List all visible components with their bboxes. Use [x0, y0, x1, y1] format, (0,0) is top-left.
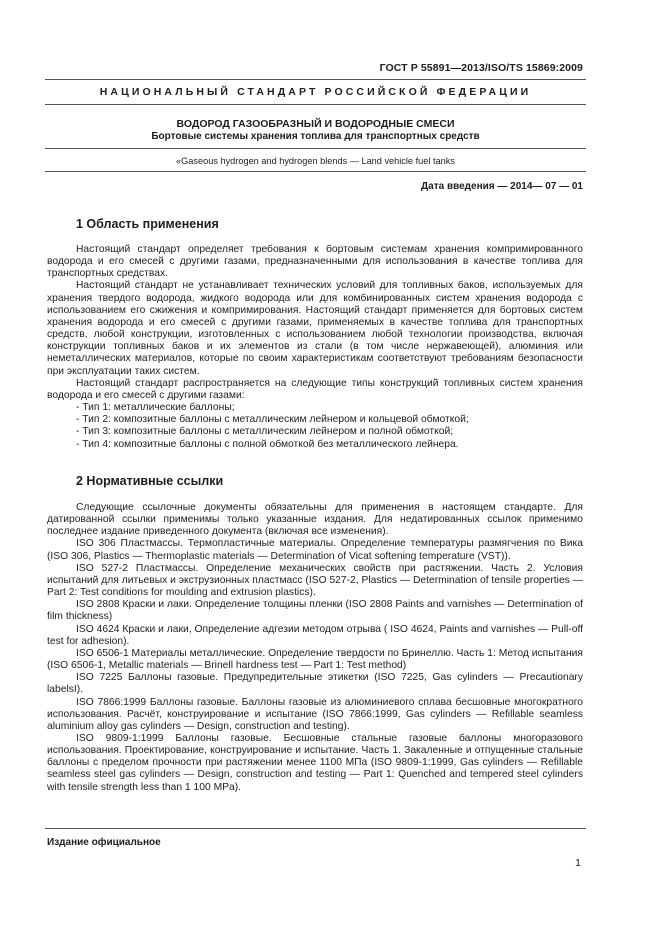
section-scope-body: [47, 244, 583, 451]
reference-item: ISO 2808 Краски и лаки. Определение толщины пленки (ISO 2808 Paints and varnishes — Determination of film thickness): [47, 599, 583, 623]
introduction-date: Дата введения — 2014— 07 — 01: [421, 181, 583, 192]
official-edition-label: Издание официальное: [47, 837, 161, 848]
page-number: 1: [575, 857, 581, 869]
section-references-body: [47, 502, 583, 794]
list-item: - Тип 2: композитные баллоны с металлическим лейнером и кольцевой обмоткой;: [76, 414, 469, 426]
paragraph: Настоящий стандарт не устанавливает технических условий для топливных баков, используемых для хранения твердого водорода, жидкого водорода или для комбинированных систем хранения водорода с использованием его сжижения и компримирования. Настоящий стандарт применяется для бортовых систем хранения водорода и его смесей с другими газами, применяемых в качестве топлива для транспортных средств, любой конструкции, изготовленных с использованием любой технологии производства, включая конструкции топливных баков и их элементов из стали (в том числе нержавеющей), алюминия или неметаллических материалов, которые по своим характеристикам соответствуют требованиям безопасности при эксплуатации таких систем.: [47, 280, 583, 377]
section-heading-normative-references: 2 Нормативные ссылки: [76, 474, 224, 488]
standard-code: ГОСТ Р 55891—2013/ISO/TS 15869:2009: [379, 62, 583, 74]
reference-item: ISO 306 Пластмассы. Термопластичные материалы. Определение температуры размягчения по Вика (ISO 306, Plastics — Thermoplastic materials — Determination of Vicat softening temperature (VST)).: [47, 538, 583, 562]
reference-item: ISO 527-2 Пластмассы. Определение механических свойств при растяжении. Часть 2. Условия испытаний для литьевых и экструзионных пластмасс (ISO 527-2, Plastics — Determination of tensile properties — Part 2: Test conditions for moulding and extrusion plastics).: [47, 562, 583, 599]
document-title: ВОДОРОД ГАЗООБРАЗНЫЙ И ВОДОРОДНЫЕ СМЕСИ: [176, 118, 455, 130]
national-standard-banner: НАЦИОНАЛЬНЫЙ СТАНДАРТ РОССИЙСКОЙ ФЕДЕРАЦИИ: [99, 86, 532, 98]
list-item: - Тип 3: композитные баллоны с металлическим лейнером и полной обмоткой;: [76, 426, 454, 438]
reference-item: ISO 7225 Баллоны газовые. Предупредительные этикетки (ISO 7225, Gas cylinders — Precautionary labelsI).: [47, 672, 583, 696]
english-title-rule: [45, 171, 586, 172]
reference-item: ISO 4624 Краски и лаки, Определение адгезии методом отрыва ( ISO 4624, Paints and varnishes — Pull-off test for adhesion).: [47, 623, 583, 647]
footer-rule: [45, 828, 586, 829]
section-heading-scope: 1 Область применения: [76, 217, 219, 231]
reference-item: ISO 9809-1:1999 Баллоны газовые. Бесшовные стальные газовые баллоны многоразового использования. Проектирование, конструирование и испытание. Часть 1. Закаленные и отпущенные стальные баллоны с пределом прочности при растяжении менее 1100 МПа (ISO 9809-1:1999, Gas cylinders — Refillable seamless steel gas cylinders — Design, construction and testing — Part 1: Quenched and tempered steel cylinders with tensile strength less than 1 100 MPa).: [47, 732, 583, 793]
paragraph: Настоящий стандарт распространяется на следующие типы конструкций топливных систем хранения водорода и его смесей с другими газами:: [47, 377, 583, 401]
reference-item: ISO 7866:1999 Баллоны газовые. Баллоны газовые из алюминиевого сплава бесшовные многократного использования. Расчёт, конструирование и испытание (ISO 7866:1999, Gas cylinders — Refillable seamless aluminium alloy gas cylinders — Design, construction and testing).: [47, 696, 583, 732]
list-item: - Тип 1: металлические баллоны;: [76, 402, 235, 414]
title-rule: [45, 148, 586, 149]
list-item: - Тип 4: композитные баллоны с полной обмоткой без металлического лейнера.: [76, 438, 459, 450]
header-rule-top: [45, 79, 586, 80]
paragraph: Настоящий стандарт определяет требования к бортовым системам хранения компримированного водорода и его смесей с другими газами, предназначенными для использования в качестве топлива для транспортных средствах.: [47, 244, 583, 280]
english-title: «Gaseous hydrogen and hydrogen blends — Land vehicle fuel tanks: [176, 156, 455, 166]
document-subtitle: Бортовые системы хранения топлива для транспортных средств: [151, 131, 480, 142]
paragraph: Следующие ссылочные документы обязательны для применения в настоящем стандарте. Для датированной ссылки применимы только указанные издания. Для недатированных ссылок применимо последнее издание приведенного документа (включая все изменения).: [47, 502, 583, 538]
header-rule-bottom: [45, 104, 586, 105]
reference-item: ISO 6506-1 Материалы металлические. Определение твердости по Бринеллю. Часть 1: Метод испытания (ISO 6506-1, Metallic materials — Brinell hardness test — Part 1: Test method): [47, 647, 583, 672]
